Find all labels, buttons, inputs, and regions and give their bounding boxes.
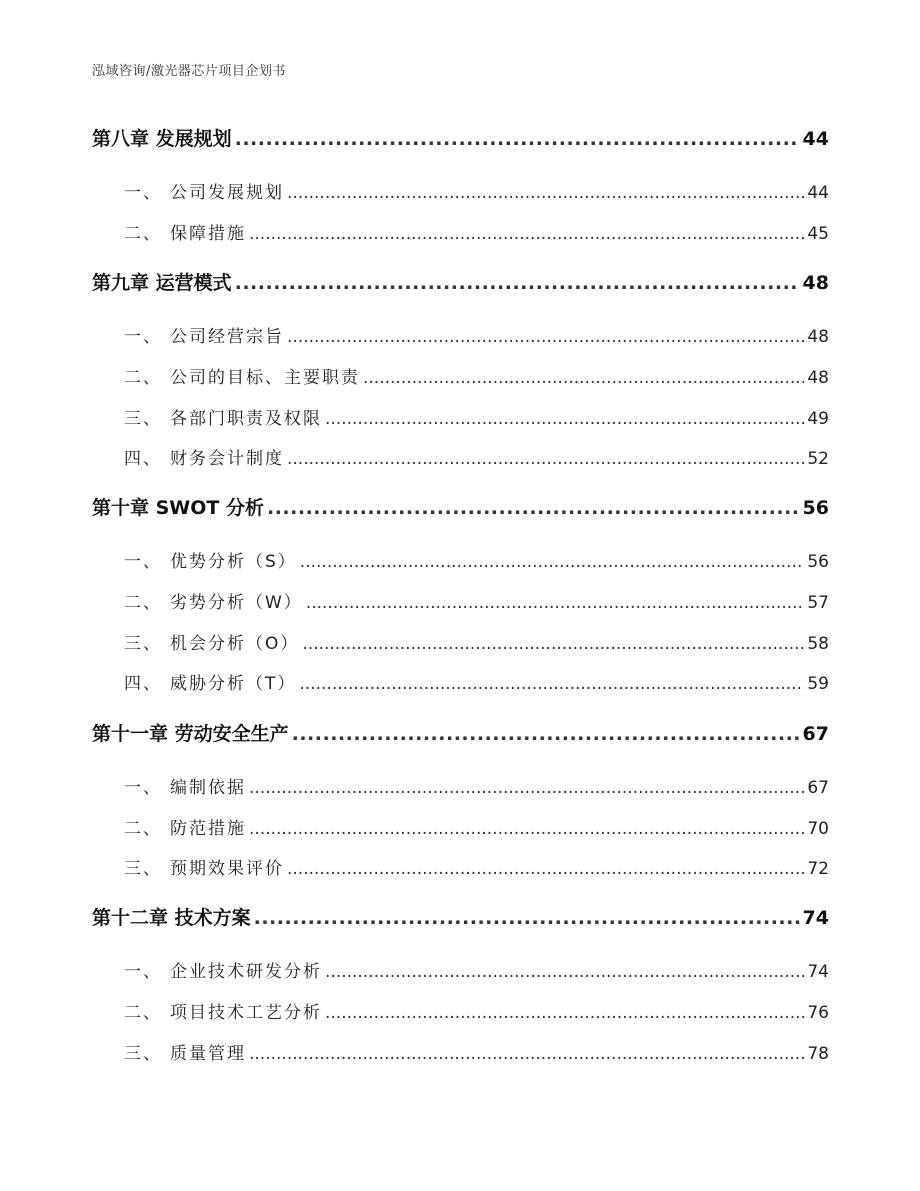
- toc-label: 优势分析（S）: [170, 552, 297, 572]
- toc-page: 58: [807, 634, 829, 654]
- toc-label: 编制依据: [170, 778, 246, 798]
- toc-page: 76: [807, 1003, 829, 1023]
- toc-label: 公司经营宗旨: [170, 327, 284, 347]
- toc-page: 49: [807, 409, 829, 429]
- toc-section[interactable]: [92, 322, 829, 347]
- dot-leader: [325, 1003, 804, 1023]
- toc-page: 48: [807, 327, 829, 347]
- toc-page: 78: [807, 1044, 829, 1064]
- toc-page: 67: [807, 778, 829, 798]
- toc-section[interactable]: [92, 957, 829, 982]
- toc-page: 48: [807, 368, 829, 388]
- toc-page: 74: [802, 907, 829, 929]
- toc-chapter-8[interactable]: [92, 124, 829, 151]
- toc-num: 一、: [124, 962, 162, 982]
- toc-label: 劣势分析（W）: [170, 593, 303, 613]
- toc-page: 67: [802, 723, 829, 745]
- dot-leader: [300, 552, 805, 572]
- toc-page: 59: [807, 674, 829, 694]
- toc-label: 公司的目标、主要职责: [170, 368, 360, 388]
- toc-label: 第八章 发展规划: [92, 128, 232, 150]
- toc-label: 财务会计制度: [170, 449, 284, 469]
- toc-page: 52: [807, 449, 829, 469]
- toc-section[interactable]: [92, 854, 829, 879]
- dot-leader: [287, 859, 804, 879]
- dot-leader: [363, 368, 804, 388]
- toc-section[interactable]: [92, 588, 829, 613]
- toc-section[interactable]: [92, 629, 829, 654]
- toc-num: 三、: [124, 409, 162, 429]
- toc-num: 二、: [124, 819, 162, 839]
- toc-label: 威胁分析（T）: [170, 674, 297, 694]
- dot-leader: [325, 962, 804, 982]
- toc-section[interactable]: [92, 219, 829, 244]
- toc-chapter-10[interactable]: [92, 493, 829, 520]
- dot-leader: [249, 1044, 804, 1064]
- toc-page: 72: [807, 859, 829, 879]
- toc-label: 防范措施: [170, 819, 246, 839]
- dot-leader: [235, 272, 800, 294]
- toc-num: 二、: [124, 224, 162, 244]
- toc-section[interactable]: [92, 773, 829, 798]
- toc-num: 二、: [124, 593, 162, 613]
- toc-page: 56: [807, 552, 829, 572]
- dot-leader: [306, 593, 805, 613]
- dot-leader: [299, 674, 804, 694]
- toc-section[interactable]: [92, 363, 829, 388]
- toc-num: 一、: [124, 183, 162, 203]
- toc-num: 三、: [124, 859, 162, 879]
- toc-num: 四、: [124, 674, 162, 694]
- toc-section[interactable]: [92, 1039, 829, 1064]
- toc-num: 二、: [124, 1003, 162, 1023]
- toc-section[interactable]: [92, 998, 829, 1023]
- toc-label: 第十章 SWOT 分析: [92, 497, 264, 519]
- toc-num: 三、: [124, 1044, 162, 1064]
- toc-section[interactable]: [92, 547, 829, 572]
- toc-num: 四、: [124, 449, 162, 469]
- toc-num: 一、: [124, 552, 162, 572]
- toc-section[interactable]: [92, 444, 829, 469]
- toc-num: 二、: [124, 368, 162, 388]
- toc-section[interactable]: [92, 404, 829, 429]
- running-header: 泓域咨询/激光器芯片项目企划书: [92, 64, 286, 79]
- toc-page: 44: [802, 128, 829, 150]
- dot-leader: [325, 409, 804, 429]
- toc-page: 48: [802, 272, 829, 294]
- toc-section[interactable]: [92, 814, 829, 839]
- toc-page: 74: [807, 962, 829, 982]
- toc-label: 各部门职责及权限: [170, 409, 322, 429]
- toc-label: 预期效果评价: [170, 859, 284, 879]
- dot-leader: [287, 183, 804, 203]
- dot-leader: [287, 327, 804, 347]
- dot-leader: [292, 723, 800, 745]
- toc-label: 保障措施: [170, 224, 246, 244]
- dot-leader: [249, 819, 804, 839]
- toc-page: 70: [807, 819, 829, 839]
- toc-label: 第九章 运营模式: [92, 272, 232, 294]
- dot-leader: [249, 778, 804, 798]
- dot-leader: [287, 449, 804, 469]
- dot-leader: [267, 497, 800, 519]
- toc-label: 项目技术工艺分析: [170, 1003, 322, 1023]
- toc-chapter-12[interactable]: [92, 903, 829, 930]
- toc-label: 企业技术研发分析: [170, 962, 322, 982]
- toc-label: 第十一章 劳动安全生产: [92, 723, 289, 745]
- toc-page: 56: [802, 497, 829, 519]
- toc-section[interactable]: [92, 669, 829, 694]
- toc-label: 质量管理: [170, 1044, 246, 1064]
- toc-section[interactable]: [92, 178, 829, 203]
- toc-label: 机会分析（O）: [170, 634, 300, 654]
- toc-page: 44: [807, 183, 829, 203]
- dot-leader: [254, 907, 800, 929]
- dot-leader: [302, 634, 804, 654]
- toc-page: 57: [807, 593, 829, 613]
- toc-chapter-11[interactable]: [92, 719, 829, 746]
- dot-leader: [235, 128, 800, 150]
- toc-label: 公司发展规划: [170, 183, 284, 203]
- toc-num: 一、: [124, 778, 162, 798]
- toc-num: 一、: [124, 327, 162, 347]
- toc-page: 45: [807, 224, 829, 244]
- toc-num: 三、: [124, 634, 162, 654]
- dot-leader: [249, 224, 804, 244]
- toc-chapter-9[interactable]: [92, 268, 829, 295]
- toc-label: 第十二章 技术方案: [92, 907, 251, 929]
